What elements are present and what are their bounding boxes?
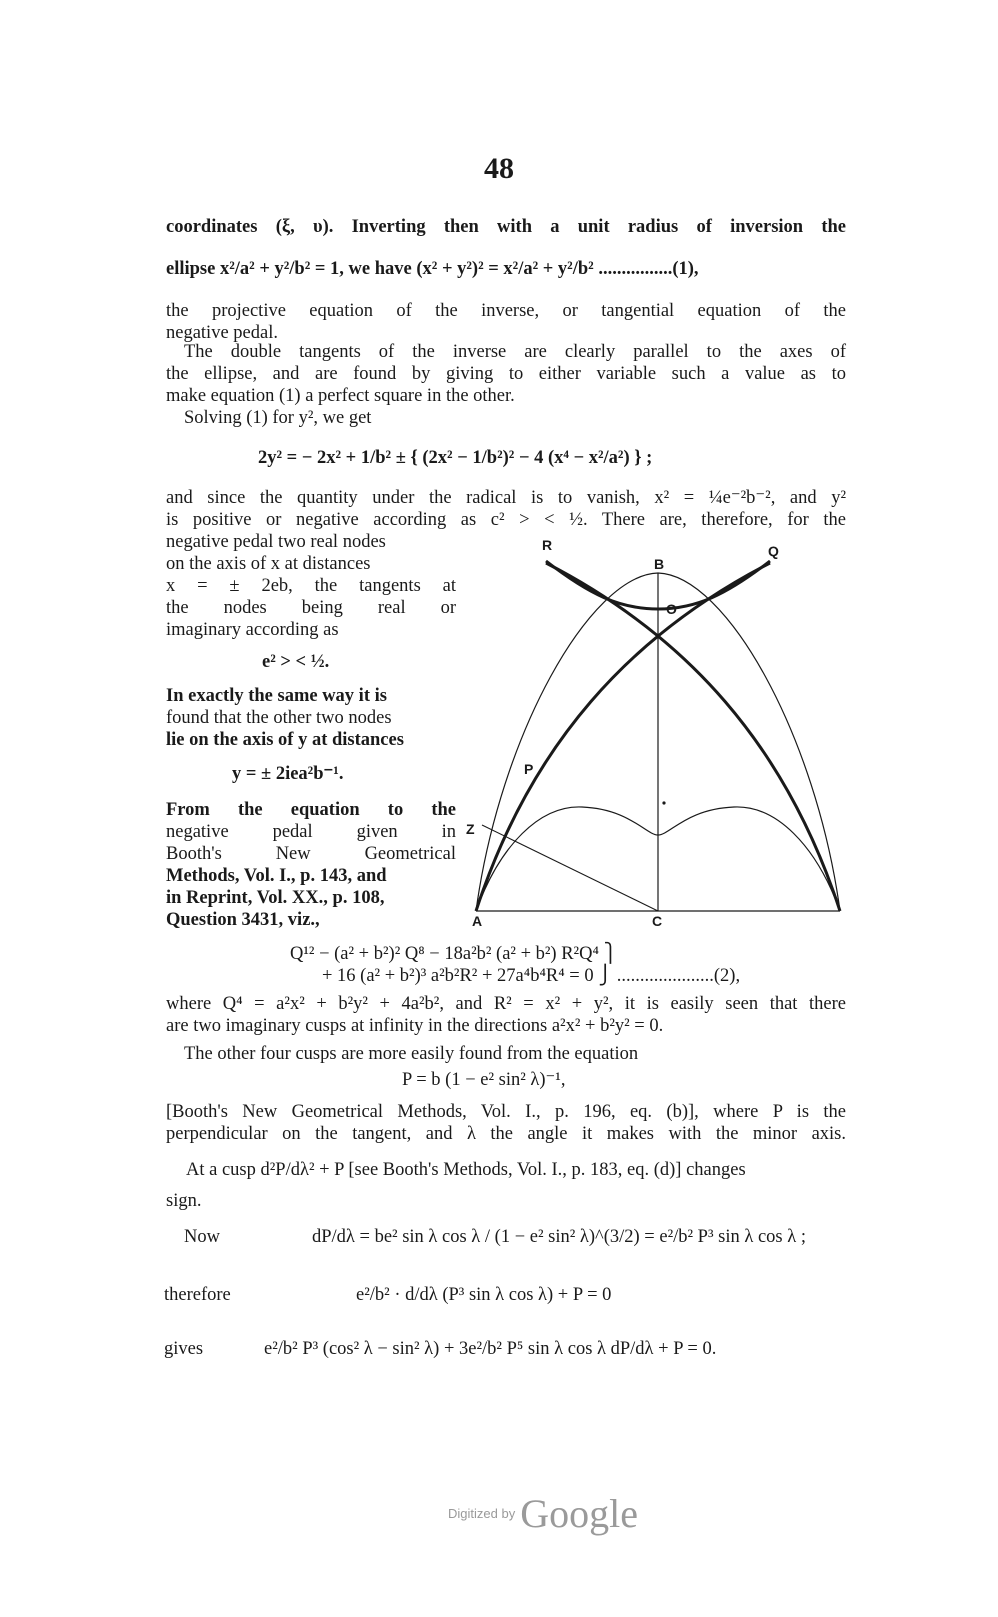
text-line-17: sign. <box>166 1191 202 1211</box>
digitized-watermark <box>448 1490 638 1537</box>
narrow-line-10: negative pedal given in <box>166 822 456 842</box>
text-line-14: [Booth's New Geometrical Methods, Vol. I., p. 196, eq. (b)], where P is the <box>166 1102 846 1122</box>
figure-pedal-arc-right <box>546 563 840 911</box>
narrow-line-13: in Reprint, Vol. XX., p. 108, <box>166 888 385 908</box>
solving-equation: 2y² = − 2x² + 1/b² ± { (2x² − 1/b²)² − 4 (x⁴ − x²/a²) } ; <box>258 448 653 468</box>
negative-pedal-figure <box>466 535 850 955</box>
narrow-line-11: Booth's New Geometrical <box>166 844 456 864</box>
text-line-8: Solving (1) for y², we get <box>184 408 372 428</box>
text-line-16: At a cusp d²P/dλ² + P [see Booth's Methods, Vol. I., p. 183, eq. (d)] changes <box>186 1160 746 1180</box>
figure-dot <box>662 801 665 804</box>
figure-pedal-arc-left <box>476 563 770 911</box>
text-line-1: coordinates (ξ, υ). Inverting then with a unit radius of inversion the <box>166 217 846 237</box>
text-line-10: is positive or negative according as c² > < ½. There are, therefore, for the <box>166 510 846 530</box>
figure-label-z: Z <box>466 821 475 837</box>
gives-equation: e²/b² P³ (cos² λ − sin² λ) + 3e²/b² P⁵ sin λ cos λ dP/dλ + P = 0. <box>264 1339 717 1359</box>
gives-label: gives <box>164 1339 204 1359</box>
text-line-7: make equation (1) a perfect square in the other. <box>166 386 515 406</box>
narrow-line-7: found that the other two nodes <box>166 708 392 728</box>
figure-svg <box>470 535 850 955</box>
narrow-line-12: Methods, Vol. I., p. 143, and <box>166 866 387 886</box>
text-line-12: are two imaginary cusps at infinity in the directions a²x² + b²y² = 0. <box>166 1016 664 1036</box>
page-number: 48 <box>484 152 514 185</box>
figure-label-o: O <box>666 601 677 617</box>
text-line-11: where Q⁴ = a²x² + b²y² + 4a²b², and R² = x² + y², it is easily seen that there <box>166 994 846 1014</box>
p-equation: P = b (1 − e² sin² λ)⁻¹, <box>402 1070 566 1090</box>
narrow-line-5: imaginary according as <box>166 620 339 640</box>
narrow-line-4: the nodes being real or <box>166 598 456 618</box>
text-line-9: and since the quantity under the radical is to vanish, x² = ¼e⁻²b⁻², and y² <box>166 488 846 508</box>
figure-label-c: C <box>652 913 663 929</box>
figure-chord-zc <box>482 825 658 911</box>
text-line-3: the projective equation of the inverse, or tangential equation of the <box>166 301 846 321</box>
narrow-line-2: on the axis of x at distances <box>166 554 371 574</box>
narrow-line-3: x = ± 2eb, the tangents at <box>166 576 456 596</box>
watermark-brand: Google <box>520 1491 639 1536</box>
therefore-equation: e²/b² · d/dλ (P³ sin λ cos λ) + P = 0 <box>356 1285 612 1305</box>
narrow-line-9: From the equation to the <box>166 800 456 820</box>
node-condition-equation: e² > < ½. <box>262 652 330 672</box>
figure-label-r: R <box>542 537 553 553</box>
equation-2-line-b: + 16 (a² + b²)³ a²b²R² + 27a⁴b⁴R⁴ = 0 ⎭ .....................(2), <box>322 966 741 986</box>
narrow-line-14: Question 3431, viz., <box>166 910 320 930</box>
equation-1-line: ellipse x²/a² + y²/b² = 1, we have (x² + y²)² = x²/a² + y²/b² ................(1), <box>166 259 699 279</box>
node-distance-equation: y = ± 2iea²b⁻¹. <box>232 764 344 784</box>
figure-label-p: P <box>524 761 534 777</box>
figure-label-q: Q <box>768 543 779 559</box>
figure-label-a: A <box>472 913 483 929</box>
narrow-line-1: negative pedal two real nodes <box>166 532 386 552</box>
text-line-6: the ellipse, and are found by giving to either variable such a value as to <box>166 364 846 384</box>
narrow-line-6: In exactly the same way it is <box>166 686 387 706</box>
text-line-15: perpendicular on the tangent, and λ the angle it makes with the minor axis. <box>166 1124 846 1144</box>
watermark-prefix: Digitized by <box>448 1506 516 1521</box>
now-equation: dP/dλ = be² sin λ cos λ / (1 − e² sin² λ)^(3/2) = e²/b² P³ sin λ cos λ ; <box>312 1227 806 1247</box>
text-line-4: negative pedal. <box>166 323 278 343</box>
narrow-line-8: lie on the axis of y at distances <box>166 730 404 750</box>
text-line-5: The double tangents of the inverse are clearly parallel to the axes of <box>184 342 846 362</box>
text-line-13: The other four cusps are more easily found from the equation <box>184 1044 639 1064</box>
figure-label-b: B <box>654 556 665 572</box>
equation-2-line-a: Q¹² − (a² + b²)² Q⁸ − 18a²b² (a² + b²) R²Q⁴ ⎫ <box>290 944 618 964</box>
now-label: Now <box>184 1227 220 1247</box>
therefore-label: therefore <box>164 1285 231 1305</box>
